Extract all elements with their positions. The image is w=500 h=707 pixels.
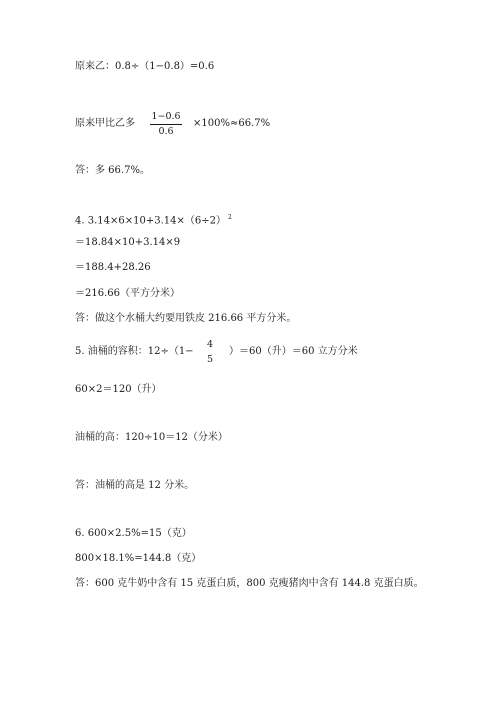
problem-6-step-1: 800×18.1%=144.8（克） (75, 553, 202, 564)
fraction-1 (150, 111, 182, 138)
problem-6-start: 6. 600×2.5%=15（克） (75, 528, 192, 539)
problem-4-step-3: ＝216.66（平方分米） (75, 288, 180, 299)
line-jia-percent: ×100%≈66.7% (193, 118, 271, 129)
fraction-1-bar (150, 124, 182, 125)
fraction-2-bar (204, 352, 216, 353)
answer-6: 答：600 克牛奶中含有 15 克蛋白质，800 克瘦猪肉中含有 144.8 克蛋白质。 (75, 578, 424, 589)
problem-5-result: ）＝60（升）＝60 立方分米 (229, 346, 358, 357)
answer-5: 答：油桶的高是 12 分米。 (75, 480, 195, 491)
line-original-yi: 原来乙：0.8÷（1−0.8）=0.6 (75, 61, 215, 72)
exponent: 2 (227, 214, 232, 221)
problem-5-start: 5. 油桶的容积：12÷（1− (75, 346, 194, 357)
problem-4-step-1: ＝18.84×10+3.14×9 (75, 237, 181, 248)
problem-4-expression: 4. 3.14×6×10+3.14×（6÷2） (75, 215, 226, 227)
problem-4-step-2: ＝188.4+28.26 (75, 262, 151, 273)
problem-5-step-1: 60×2＝120（升） (75, 384, 162, 395)
fraction-1-denominator: 0.6 (158, 126, 174, 137)
fraction-2 (204, 339, 216, 366)
fraction-2-denominator: 5 (206, 354, 214, 365)
problem-5-step-2: 油桶的高：120÷10＝12（分米） (75, 432, 228, 443)
problem-4-start (75, 211, 232, 228)
fraction-2-numerator: 4 (206, 339, 214, 350)
answer-4: 答：做这个水桶大约要用铁皮 216.66 平方分米。 (75, 313, 297, 324)
line-jia-more-than-yi: 原来甲比乙多 (75, 118, 135, 129)
fraction-1-numerator: 1−0.6 (151, 111, 181, 122)
answer-3: 答：多 66.7%。 (75, 165, 150, 176)
